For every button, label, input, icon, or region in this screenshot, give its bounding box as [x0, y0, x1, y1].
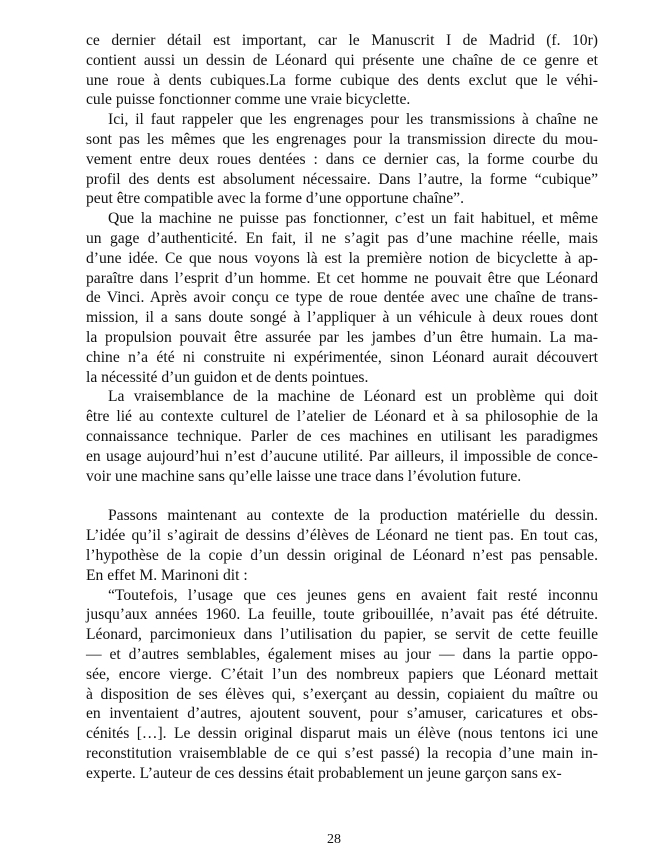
text-line: voir une machine sans qu’elle laisse une trace dans l’évolution future. [86, 467, 522, 485]
text-line: paraître dans l’esprit d’un homme. Et cet homme ne pouvait être que Léonard [86, 269, 598, 287]
text-line: chine n’a été ni construite ni expérimentée, sinon Léonard aurait découvert [86, 348, 598, 366]
page-number: 28 [327, 832, 341, 847]
text-line: mission, il a sans doute songé à l’appliquer à un véhicule à deux roues dont [86, 309, 598, 327]
text-line: en usage aujourd’hui n’est d’aucune utilité. Par ailleurs, il impossible de conce- [86, 447, 598, 465]
text-line: cule puisse fonctionner comme une vraie bicyclette. [86, 91, 411, 109]
text-line: un gage d’authenticité. En fait, il ne s’agit pas d’une machine réelle, mais [86, 229, 598, 247]
text-line: une roue à dents cubiques.La forme cubique des dents exclut que le véhi- [86, 71, 598, 89]
text-line: Passons maintenant au contexte de la production matérielle du dessin. [108, 507, 598, 525]
text-line: Que la machine ne puisse pas fonctionner, c’est un fait habituel, et même [108, 210, 598, 228]
paragraph-gap [86, 486, 598, 506]
text-line: la nécessité d’un guidon et de dents pointues. [86, 368, 369, 386]
text-line: connaissance technique. Parler de ces machines en utilisant les paradigmes [86, 427, 598, 445]
text-line: reconstitution vraisemblable de ce qui s’est passé) la recopia d’une main in- [86, 744, 598, 762]
text-line: L’idée qu’il s’agirait de dessins d’élèves de Léonard ne tient pas. En tout cas, [86, 527, 598, 545]
text-line: experte. L’auteur de ces dessins était probablement un jeune garçon sans ex- [86, 764, 562, 782]
text-line: profil des dents est absolument nécessaire. Dans l’autre, la forme “cubique” [86, 170, 598, 188]
text-line: de Vinci. Après avoir conçu ce type de roue dentée avec une chaîne de trans- [86, 289, 598, 307]
paragraph [86, 387, 598, 486]
text-line: ce dernier détail est important, car le Manuscrit I de Madrid (f. 10r) [86, 32, 598, 49]
text-line: sée, encore vierge. C’était l’un des nombreux papiers que Léonard mettait [86, 665, 598, 683]
text-line: sont pas les mêmes que les engrenages pour la transmission directe du mou- [86, 130, 598, 148]
paragraph [86, 31, 598, 110]
text-line: En effet M. Marinoni dit : [86, 566, 248, 584]
paragraph [86, 586, 598, 784]
text-line: vement entre deux roues dentées : dans ce dernier cas, la forme courbe du [86, 150, 598, 168]
text-line: “Toutefois, l’usage que ces jeunes gens en avaient fait resté inconnu [108, 586, 598, 604]
paragraph [86, 110, 598, 209]
text-line: être lié au contexte culturel de l’atelier de Léonard et à sa philosophie de la [86, 408, 598, 426]
text-line: — et d’autres semblables, également mises au jour — dans la partie oppo- [86, 645, 598, 663]
text-line: en inventaient d’autres, ajoutent souvent, pour s’amuser, caricatures et obs- [86, 705, 598, 723]
text-line: l’hypothèse de la copie d’un dessin original de Léonard n’est pas pensable. [86, 546, 598, 564]
text-line: contient aussi un dessin de Léonard qui présente une chaîne de ce genre et [86, 51, 598, 69]
text-line: la propulsion pouvait être assurée par les jambes d’un être humain. La ma- [86, 328, 598, 346]
text-line: jusqu’aux années 1960. La feuille, toute gribouillée, n’avait pas été détruite. [86, 606, 598, 624]
text-line: Léonard, parcimonieux dans l’utilisation du papier, se servit de cette feuille [86, 626, 598, 644]
paragraph [86, 506, 598, 585]
text-line: à disposition de ses élèves qui, s’exerçant au dessin, copiaient du maître ou [86, 685, 598, 703]
text-line: Ici, il faut rappeler que les engrenages pour les transmissions à chaîne ne [108, 111, 598, 129]
text-line: d’une idée. Ce que nous voyons là est la première notion de bicyclette à ap- [86, 249, 598, 267]
body-text [86, 31, 598, 783]
text-line: cénités […]. Le dessin original disparut mais un élève (nous tentons ici une [86, 725, 598, 743]
text-line: peut être compatible avec la forme d’une opportune chaîne”. [86, 190, 464, 208]
text-line: La vraisemblance de la machine de Léonard est un problème qui doit [108, 388, 598, 406]
paragraph [86, 209, 598, 387]
